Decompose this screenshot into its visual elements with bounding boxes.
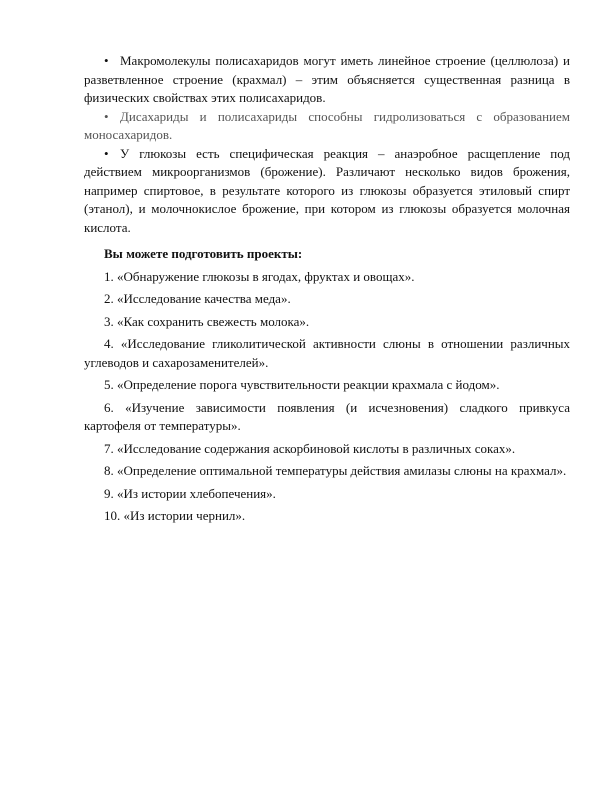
project-item <box>84 266 570 289</box>
bullet-marker: • <box>104 108 109 124</box>
project-number: 7. <box>104 440 114 456</box>
project-item <box>84 311 570 334</box>
project-item <box>84 483 570 506</box>
bullet-paragraph-polysaccharide-structure <box>84 52 570 108</box>
project-number: 4. <box>104 336 114 351</box>
project-title: «Исследование гликолитической активности слюны в отношении различных углеводов и сахарозаменителей». <box>84 336 571 370</box>
project-number: 3. <box>104 313 114 329</box>
project-number: 2. <box>104 291 114 306</box>
project-title: «Исследование содержания аскорбиновой кислоты в различных соках». <box>117 440 516 456</box>
bullet-paragraph-hydrolysis <box>84 108 570 145</box>
project-item <box>84 288 570 311</box>
project-item <box>84 505 570 528</box>
document-page <box>84 52 570 528</box>
project-number: 6. <box>104 399 114 415</box>
project-title: «Определение оптимальной температуры действия амилазы слюны на крахмал». <box>117 463 567 478</box>
project-title: «Обнаружение глюкозы в ягодах, фруктах и овощах». <box>117 268 415 284</box>
project-number: 1. <box>104 268 114 284</box>
project-item <box>84 460 570 483</box>
project-title: «Изучение зависимости появления (и исчезновения) сладкого привкуса картофеля от температуры». <box>84 399 571 433</box>
project-number: 9. <box>104 485 114 501</box>
project-item <box>84 333 570 374</box>
project-number: 8. <box>104 463 114 478</box>
project-item <box>84 374 570 397</box>
project-title: «Исследование качества меда». <box>117 291 291 306</box>
project-item <box>84 397 570 438</box>
projects-heading: Вы можете подготовить проекты: <box>104 246 303 261</box>
bullet-text: Дисахариды и полисахариды способны гидролизоваться с образованием моносахаридов. <box>84 108 570 142</box>
bullet-text: У глюкозы есть специфическая реакция – анаэробное расщепление под действием микроорганизмов (брожение). Различают несколько видов брожения, например спиртовое, в результате которого из глюкозы образуется этиловый спирт (этанол), и молочнокислое брожение, при котором из глюкозы образуется молочная кислота. <box>84 145 570 235</box>
project-title: «Определение порога чувствительности реакции крахмала с йодом». <box>117 377 500 392</box>
bullet-marker: • <box>104 53 109 68</box>
projects-list <box>84 266 570 528</box>
project-number: 10. <box>104 508 121 523</box>
project-title: «Как сохранить свежесть молока». <box>117 313 310 329</box>
project-number: 5. <box>104 377 114 392</box>
bullet-marker: • <box>104 145 109 161</box>
bullet-paragraph-fermentation <box>84 145 570 238</box>
project-title: «Из истории хлебопечения». <box>117 485 276 501</box>
bullet-text: Макромолекулы полисахаридов могут иметь линейное строение (целлюлоза) и разветвленное строение (крахмал) – этим объясняется существенная разница в физических свойствах этих полисахаридов. <box>84 53 570 105</box>
project-item <box>84 438 570 461</box>
project-title: «Из истории чернил». <box>123 508 246 523</box>
